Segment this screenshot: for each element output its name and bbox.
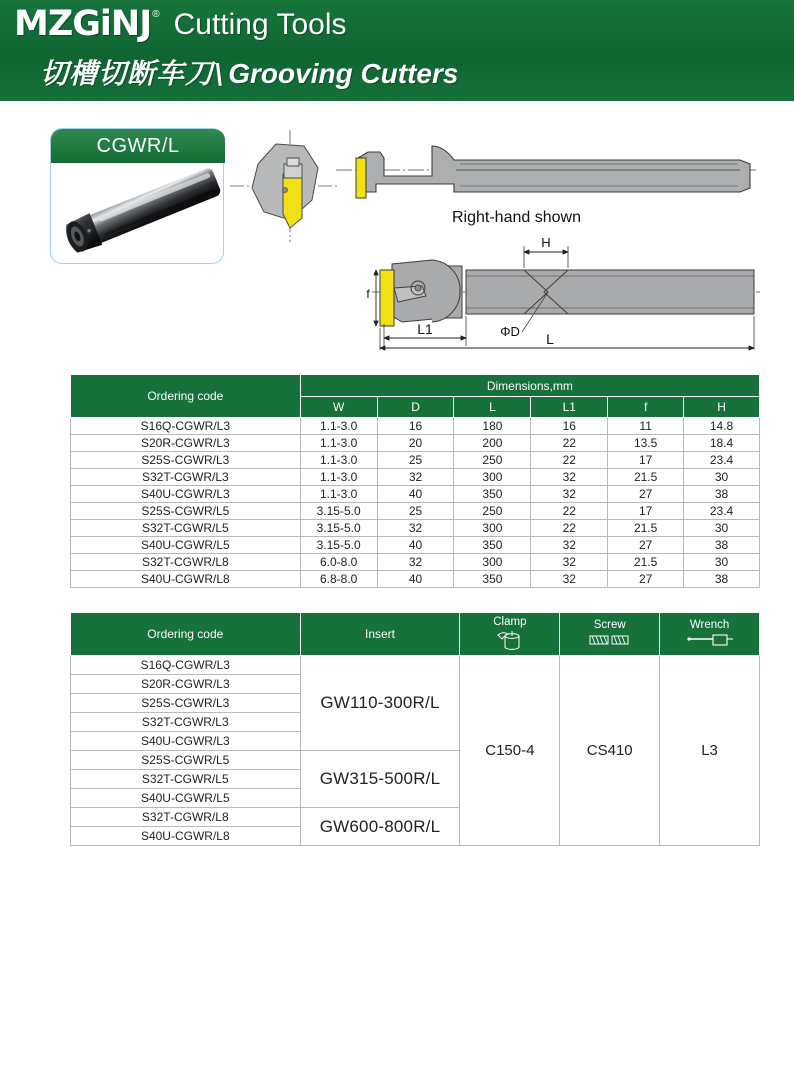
cell-w: 3.15-5.0 bbox=[300, 520, 377, 537]
header-screw-label: Screw bbox=[593, 619, 626, 631]
cell-ordering-code: S40U-CGWR/L3 bbox=[71, 486, 301, 503]
cell-d: 25 bbox=[377, 452, 454, 469]
cell-ordering-code: S16Q-CGWR/L3 bbox=[71, 418, 301, 435]
cell-f: 17 bbox=[608, 503, 684, 520]
subtitle-chinese: 切槽切断车刀\ bbox=[40, 57, 226, 90]
cell-d: 20 bbox=[377, 435, 454, 452]
cell-w: 3.15-5.0 bbox=[300, 537, 377, 554]
header-row bbox=[71, 613, 760, 656]
page-header bbox=[0, 0, 794, 105]
cell-l: 350 bbox=[454, 486, 531, 503]
cell-ordering-code: S25S-CGWR/L3 bbox=[71, 694, 301, 713]
insert-section bbox=[283, 174, 302, 228]
clamp-icon bbox=[493, 629, 527, 651]
cell-ordering-code: S40U-CGWR/L8 bbox=[71, 571, 301, 588]
cross-section-drawing bbox=[228, 128, 340, 244]
header-clamp bbox=[460, 613, 560, 656]
cell-w: 1.1-3.0 bbox=[300, 486, 377, 503]
cell-h: 23.4 bbox=[684, 503, 760, 520]
cell-h: 23.4 bbox=[684, 452, 760, 469]
table-row bbox=[71, 486, 760, 503]
accessories-table-head bbox=[71, 613, 760, 656]
table-row bbox=[71, 503, 760, 520]
header-col-d: D bbox=[377, 397, 454, 418]
table-row bbox=[71, 469, 760, 486]
header-col-l: L bbox=[454, 397, 531, 418]
clamp-screw-head bbox=[287, 158, 299, 166]
cell-l: 180 bbox=[454, 418, 531, 435]
cell-w: 3.15-5.0 bbox=[300, 503, 377, 520]
subtitle-english: Grooving Cutters bbox=[228, 58, 459, 89]
cell-ordering-code: S32T-CGWR/L3 bbox=[71, 713, 301, 732]
cell-ordering-code: S32T-CGWR/L3 bbox=[71, 469, 301, 486]
header-ordering-code: Ordering code bbox=[71, 375, 301, 418]
product-series-label: CGWR/L bbox=[96, 134, 180, 157]
header-col-h: H bbox=[684, 397, 760, 418]
tool-body-top bbox=[356, 146, 750, 192]
cell-l1: 22 bbox=[531, 452, 608, 469]
dim-label-h: H bbox=[541, 235, 551, 250]
cell-l1: 16 bbox=[531, 418, 608, 435]
insert-side bbox=[380, 270, 394, 326]
cell-f: 27 bbox=[608, 571, 684, 588]
table-row bbox=[71, 554, 760, 571]
cell-h: 38 bbox=[684, 571, 760, 588]
cell-l: 300 bbox=[454, 469, 531, 486]
dim-label-phi-d: ΦD bbox=[500, 324, 520, 339]
header-tagline: Cutting Tools bbox=[173, 8, 347, 41]
header-col-w: W bbox=[300, 397, 377, 418]
cell-d: 25 bbox=[377, 503, 454, 520]
cell-d: 40 bbox=[377, 486, 454, 503]
cell-l1: 32 bbox=[531, 469, 608, 486]
cell-l: 300 bbox=[454, 520, 531, 537]
dimensions-table-head bbox=[71, 375, 760, 418]
cell-h: 18.4 bbox=[684, 435, 760, 452]
header-ordering-code: Ordering code bbox=[71, 613, 301, 656]
accessories-table-body bbox=[71, 656, 760, 846]
header-screw bbox=[560, 613, 660, 656]
accessories-table bbox=[70, 612, 760, 846]
cell-l1: 32 bbox=[531, 486, 608, 503]
cell-h: 38 bbox=[684, 486, 760, 503]
cell-l1: 22 bbox=[531, 503, 608, 520]
cell-l: 350 bbox=[454, 537, 531, 554]
cell-l1: 32 bbox=[531, 571, 608, 588]
cell-ordering-code: S20R-CGWR/L3 bbox=[71, 675, 301, 694]
company-logo: MZGiNJ bbox=[14, 4, 152, 44]
cell-screw: CS410 bbox=[560, 656, 660, 846]
cell-l1: 22 bbox=[531, 435, 608, 452]
header-col-f: f bbox=[608, 397, 684, 418]
cell-d: 40 bbox=[377, 571, 454, 588]
cell-wrench: L3 bbox=[660, 656, 760, 846]
cell-d: 16 bbox=[377, 418, 454, 435]
boring-bar-photo bbox=[59, 167, 217, 259]
table-row bbox=[71, 435, 760, 452]
cell-w: 1.1-3.0 bbox=[300, 452, 377, 469]
insert-top bbox=[356, 158, 366, 198]
cell-l1: 32 bbox=[531, 537, 608, 554]
table-row bbox=[71, 452, 760, 469]
cell-ordering-code: S32T-CGWR/L5 bbox=[71, 770, 301, 789]
header-insert: Insert bbox=[300, 613, 460, 656]
cell-insert: GW600-800R/L bbox=[300, 808, 460, 846]
cell-l: 350 bbox=[454, 571, 531, 588]
cell-f: 27 bbox=[608, 537, 684, 554]
cell-f: 21.5 bbox=[608, 469, 684, 486]
cell-h: 14.8 bbox=[684, 418, 760, 435]
cell-ordering-code: S40U-CGWR/L3 bbox=[71, 732, 301, 751]
cell-ordering-code: S40U-CGWR/L8 bbox=[71, 827, 301, 846]
cell-ordering-code: S25S-CGWR/L5 bbox=[71, 503, 301, 520]
right-hand-shown-label: Right-hand shown bbox=[452, 209, 581, 226]
header-dimensions-group: Dimensions,mm bbox=[300, 375, 759, 397]
cell-d: 32 bbox=[377, 554, 454, 571]
header-col-l1: L1 bbox=[531, 397, 608, 418]
dim-label-l: L bbox=[546, 331, 554, 347]
cell-l: 200 bbox=[454, 435, 531, 452]
cell-insert: GW315-500R/L bbox=[300, 751, 460, 808]
cell-clamp: C150-4 bbox=[460, 656, 560, 846]
cell-h: 30 bbox=[684, 520, 760, 537]
cell-ordering-code: S32T-CGWR/L8 bbox=[71, 554, 301, 571]
cell-l: 250 bbox=[454, 503, 531, 520]
cell-d: 32 bbox=[377, 469, 454, 486]
cell-w: 6.8-8.0 bbox=[300, 571, 377, 588]
cell-insert: GW110-300R/L bbox=[300, 656, 460, 751]
brand-lockup bbox=[14, 4, 347, 46]
cell-l: 250 bbox=[454, 452, 531, 469]
cell-ordering-code: S25S-CGWR/L3 bbox=[71, 452, 301, 469]
cell-h: 38 bbox=[684, 537, 760, 554]
page-subtitle bbox=[40, 52, 458, 92]
dimensions-table bbox=[70, 374, 760, 588]
header-wrench bbox=[660, 613, 760, 656]
header-wrench-label: Wrench bbox=[689, 619, 730, 631]
cell-w: 1.1-3.0 bbox=[300, 418, 377, 435]
pivot-pin bbox=[283, 188, 288, 193]
dimensions-table-body bbox=[71, 418, 760, 588]
cell-d: 32 bbox=[377, 520, 454, 537]
cell-f: 21.5 bbox=[608, 520, 684, 537]
cell-f: 21.5 bbox=[608, 554, 684, 571]
cell-w: 6.0-8.0 bbox=[300, 554, 377, 571]
cell-ordering-code: S32T-CGWR/L8 bbox=[71, 808, 301, 827]
table-row bbox=[71, 656, 760, 675]
cell-ordering-code: S32T-CGWR/L5 bbox=[71, 520, 301, 537]
cell-f: 27 bbox=[608, 486, 684, 503]
cell-w: 1.1-3.0 bbox=[300, 469, 377, 486]
product-series-badge bbox=[51, 129, 225, 163]
cell-ordering-code: S40U-CGWR/L5 bbox=[71, 789, 301, 808]
cell-ordering-code: S40U-CGWR/L5 bbox=[71, 537, 301, 554]
cell-l: 300 bbox=[454, 554, 531, 571]
cell-ordering-code: S25S-CGWR/L5 bbox=[71, 751, 301, 770]
cell-f: 17 bbox=[608, 452, 684, 469]
header-clamp-label: Clamp bbox=[493, 616, 527, 628]
table-row bbox=[71, 537, 760, 554]
side-view-dimensioned-drawing bbox=[366, 235, 760, 352]
screw-icon bbox=[586, 632, 634, 648]
cell-d: 40 bbox=[377, 537, 454, 554]
table-row bbox=[71, 418, 760, 435]
cell-l1: 32 bbox=[531, 554, 608, 571]
table-row bbox=[71, 571, 760, 588]
cell-f: 13.5 bbox=[608, 435, 684, 452]
header-row-1 bbox=[71, 375, 760, 397]
wrench-icon bbox=[685, 632, 735, 648]
table-row bbox=[71, 520, 760, 537]
cell-h: 30 bbox=[684, 554, 760, 571]
cell-l1: 22 bbox=[531, 520, 608, 537]
shank bbox=[466, 270, 754, 314]
cell-ordering-code: S20R-CGWR/L3 bbox=[71, 435, 301, 452]
top-view-drawing bbox=[336, 130, 756, 208]
dim-label-f: f bbox=[366, 287, 370, 301]
registered-trademark-icon: ® bbox=[152, 9, 160, 20]
cell-h: 30 bbox=[684, 469, 760, 486]
cell-f: 11 bbox=[608, 418, 684, 435]
cell-ordering-code: S16Q-CGWR/L3 bbox=[71, 656, 301, 675]
product-photo-card bbox=[50, 128, 224, 264]
dim-label-l1: L1 bbox=[417, 321, 433, 337]
cell-w: 1.1-3.0 bbox=[300, 435, 377, 452]
